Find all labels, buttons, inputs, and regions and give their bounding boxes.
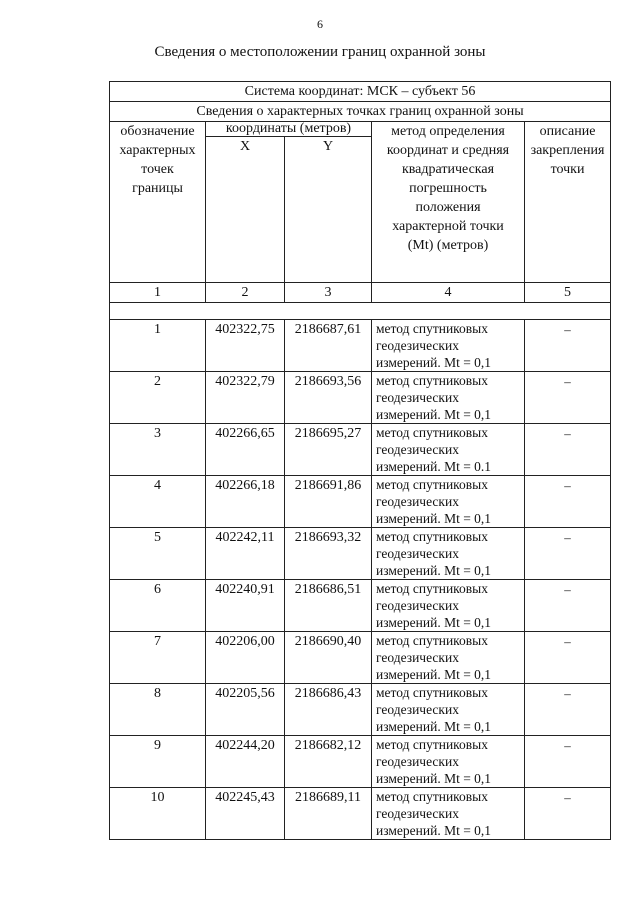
x-coordinate-cell: 402322,75 bbox=[206, 320, 285, 372]
method-cell bbox=[372, 372, 525, 424]
method-line: измерений. Mt = 0,1 bbox=[376, 771, 492, 786]
point-number-cell: 1 bbox=[110, 320, 206, 372]
section-title-cell: Сведения о характерных точках границ охранной зоны bbox=[110, 102, 611, 122]
description-cell: – bbox=[525, 320, 611, 372]
method-cell bbox=[372, 424, 525, 476]
table-row bbox=[110, 788, 611, 840]
table-row bbox=[110, 736, 611, 788]
method-line: измерений. Mt = 0,1 bbox=[376, 407, 492, 422]
method-cell bbox=[372, 788, 525, 840]
method-line: метод спутниковых bbox=[376, 737, 488, 752]
table-row bbox=[110, 684, 611, 736]
method-line: измерений. Mt = 0,1 bbox=[376, 511, 492, 526]
column-number: 1 bbox=[110, 283, 206, 303]
boundary-points-table bbox=[109, 81, 611, 840]
x-coordinate-cell: 402322,79 bbox=[206, 372, 285, 424]
x-coordinate-cell: 402240,91 bbox=[206, 580, 285, 632]
method-line: измерений. Mt = 0,1 bbox=[376, 667, 492, 682]
x-coordinate-cell: 402205,56 bbox=[206, 684, 285, 736]
table-row bbox=[110, 424, 611, 476]
description-cell: – bbox=[525, 684, 611, 736]
method-line: метод спутниковых bbox=[376, 425, 488, 440]
y-coordinate-cell: 2186693,32 bbox=[285, 528, 372, 580]
y-coordinate-cell: 2186691,86 bbox=[285, 476, 372, 528]
method-cell bbox=[372, 320, 525, 372]
y-coordinate-cell: 2186690,40 bbox=[285, 632, 372, 684]
point-number-cell: 10 bbox=[110, 788, 206, 840]
description-cell: – bbox=[525, 528, 611, 580]
point-number-cell: 4 bbox=[110, 476, 206, 528]
page-title: Сведения о местоположении границ охранной зоны bbox=[154, 44, 486, 60]
method-line: измерений. Mt = 0,1 bbox=[376, 563, 492, 578]
method-cell bbox=[372, 528, 525, 580]
coordinate-system-cell: Система координат: МСК – субъект 56 bbox=[110, 82, 611, 102]
method-line: метод спутниковых bbox=[376, 789, 488, 804]
coordinates-header: координаты (метров) bbox=[206, 122, 372, 137]
description-cell: – bbox=[525, 372, 611, 424]
point-number-cell: 3 bbox=[110, 424, 206, 476]
description-cell: – bbox=[525, 476, 611, 528]
method-header: метод определения координат и средняя квадратическая погрешность положения характерной точки (Mt) (метров) bbox=[372, 122, 525, 283]
method-cell bbox=[372, 684, 525, 736]
description-cell: – bbox=[525, 736, 611, 788]
y-header: Y bbox=[285, 137, 372, 283]
method-cell bbox=[372, 580, 525, 632]
description-header: описание закрепления точки bbox=[525, 122, 611, 283]
method-line: измерений. Mt = 0,1 bbox=[376, 719, 492, 734]
point-designation-header: обозначение характерных точек границы bbox=[110, 122, 206, 283]
method-line: метод спутниковых bbox=[376, 321, 488, 336]
section-title-row bbox=[110, 102, 611, 122]
table-row bbox=[110, 320, 611, 372]
x-header: X bbox=[206, 137, 285, 283]
description-cell: – bbox=[525, 632, 611, 684]
method-line: метод спутниковых bbox=[376, 685, 488, 700]
method-line: геодезических bbox=[376, 546, 459, 561]
y-coordinate-cell: 2186682,12 bbox=[285, 736, 372, 788]
method-line: метод спутниковых bbox=[376, 373, 488, 388]
method-line: геодезических bbox=[376, 494, 459, 509]
y-coordinate-cell: 2186686,51 bbox=[285, 580, 372, 632]
point-number-cell: 2 bbox=[110, 372, 206, 424]
table-row bbox=[110, 632, 611, 684]
x-coordinate-cell: 402242,11 bbox=[206, 528, 285, 580]
method-line: метод спутниковых bbox=[376, 633, 488, 648]
method-line: геодезических bbox=[376, 754, 459, 769]
x-coordinate-cell: 402266,18 bbox=[206, 476, 285, 528]
header-row bbox=[110, 122, 611, 137]
point-number-cell: 9 bbox=[110, 736, 206, 788]
point-number-cell: 7 bbox=[110, 632, 206, 684]
x-coordinate-cell: 402206,00 bbox=[206, 632, 285, 684]
point-number-cell: 5 bbox=[110, 528, 206, 580]
description-cell: – bbox=[525, 580, 611, 632]
method-line: метод спутниковых bbox=[376, 529, 488, 544]
y-coordinate-cell: 2186693,56 bbox=[285, 372, 372, 424]
column-number: 2 bbox=[206, 283, 285, 303]
method-cell bbox=[372, 736, 525, 788]
blank-cell bbox=[110, 303, 611, 320]
column-numbers-row bbox=[110, 283, 611, 303]
blank-row bbox=[110, 303, 611, 320]
method-line: геодезических bbox=[376, 442, 459, 457]
method-cell bbox=[372, 476, 525, 528]
y-coordinate-cell: 2186687,61 bbox=[285, 320, 372, 372]
page-number: 6 bbox=[317, 17, 323, 31]
description-cell: – bbox=[525, 788, 611, 840]
method-line: измерений. Mt = 0,1 bbox=[376, 355, 492, 370]
table-row bbox=[110, 528, 611, 580]
y-coordinate-cell: 2186695,27 bbox=[285, 424, 372, 476]
method-line: измерений. Mt = 0,1 bbox=[376, 615, 492, 630]
method-line: метод спутниковых bbox=[376, 477, 488, 492]
method-line: измерений. Mt = 0.1 bbox=[376, 459, 492, 474]
y-coordinate-cell: 2186686,43 bbox=[285, 684, 372, 736]
point-number-cell: 8 bbox=[110, 684, 206, 736]
x-coordinate-cell: 402244,20 bbox=[206, 736, 285, 788]
method-line: геодезических bbox=[376, 598, 459, 613]
table-row bbox=[110, 372, 611, 424]
method-line: измерений. Mt = 0,1 bbox=[376, 823, 492, 838]
column-number: 3 bbox=[285, 283, 372, 303]
method-line: геодезических bbox=[376, 650, 459, 665]
method-line: геодезических bbox=[376, 390, 459, 405]
description-cell: – bbox=[525, 424, 611, 476]
method-cell bbox=[372, 632, 525, 684]
x-coordinate-cell: 402245,43 bbox=[206, 788, 285, 840]
column-number: 4 bbox=[372, 283, 525, 303]
point-number-cell: 6 bbox=[110, 580, 206, 632]
column-number: 5 bbox=[525, 283, 611, 303]
method-line: геодезических bbox=[376, 338, 459, 353]
coordinate-system-row bbox=[110, 82, 611, 102]
method-line: геодезических bbox=[376, 702, 459, 717]
method-line: геодезических bbox=[376, 806, 459, 821]
x-coordinate-cell: 402266,65 bbox=[206, 424, 285, 476]
y-coordinate-cell: 2186689,11 bbox=[285, 788, 372, 840]
table-row bbox=[110, 476, 611, 528]
method-line: метод спутниковых bbox=[376, 581, 488, 596]
table-row bbox=[110, 580, 611, 632]
